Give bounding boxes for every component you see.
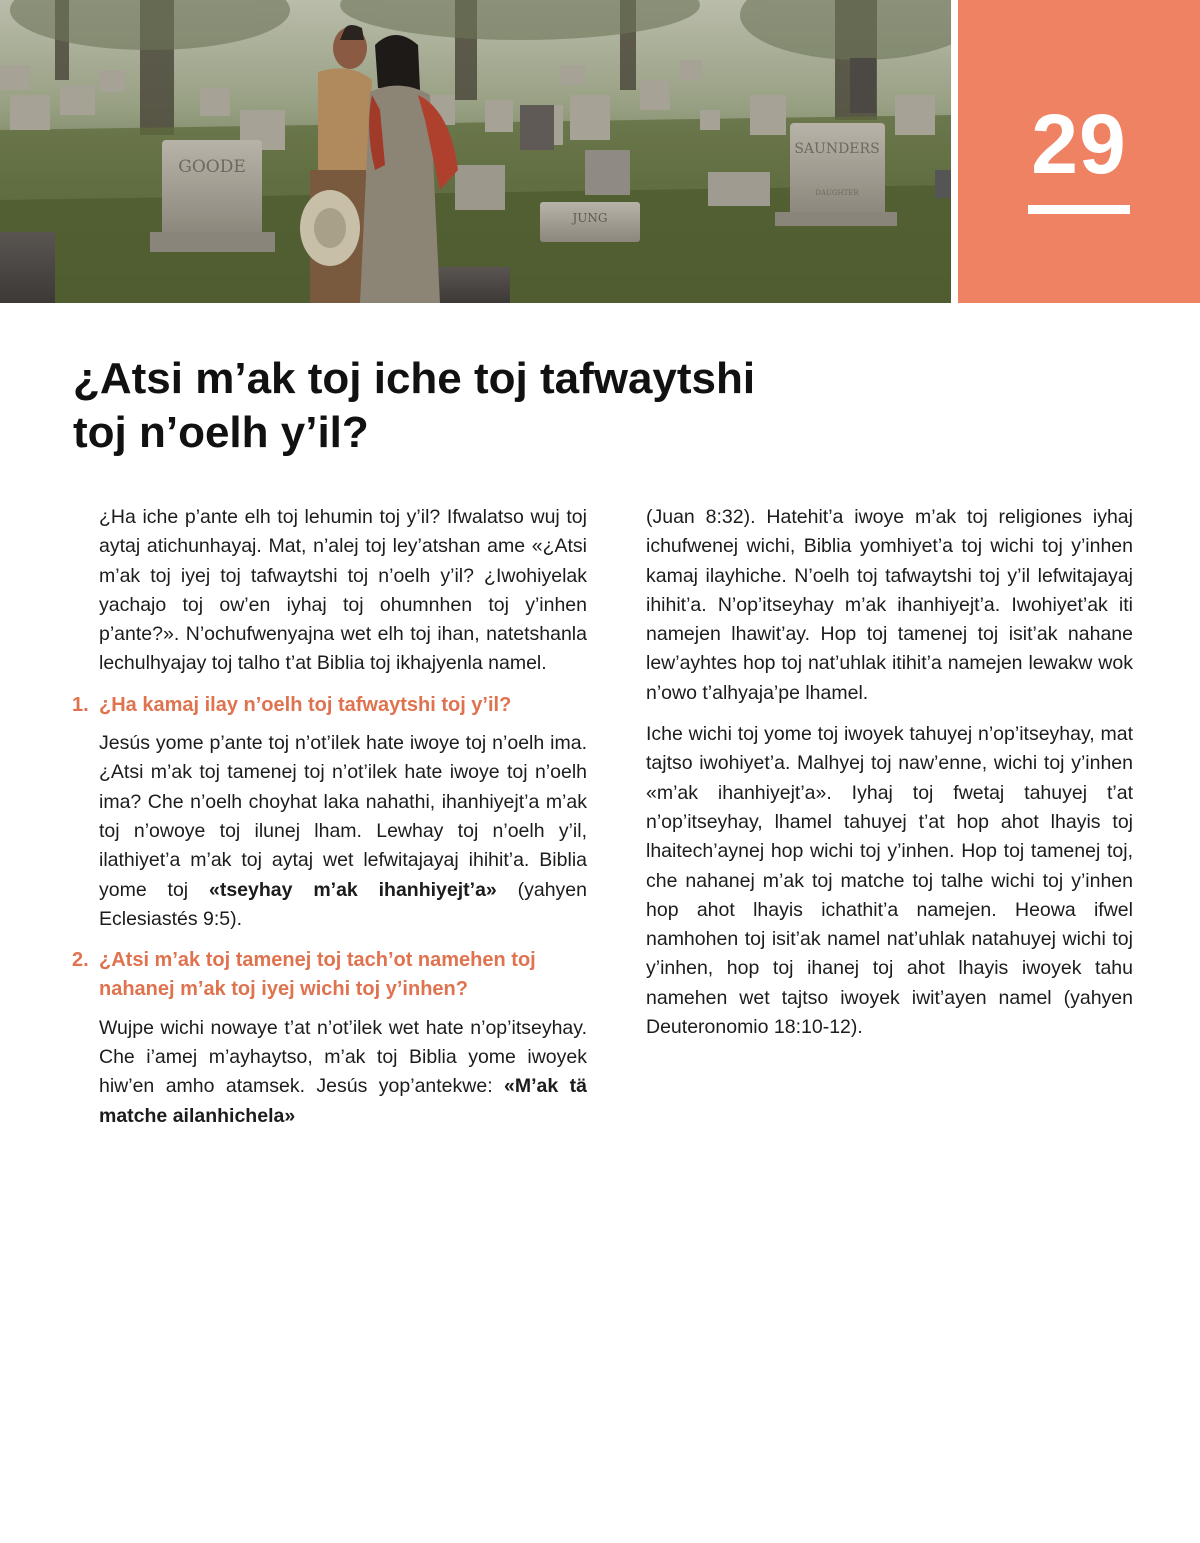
right-column (646, 503, 1133, 1054)
header-photo (0, 0, 951, 303)
answer-1-reference: (yahyen Eclesiastés 9:5). (99, 878, 587, 930)
question-1-text: ¿Ha kamaj ilay n’oelh toj tafwaytshi toj y’il? (99, 693, 512, 716)
page-title-line-2: toj n’oelh y’il? (73, 408, 369, 457)
svg-text:JUNG: JUNG (572, 211, 608, 225)
headstone-saunders (775, 123, 897, 226)
answer-1-quote: «tseyhay m’ak ihanhiyejt’a» (209, 878, 497, 901)
cemetery-couple-photo (0, 0, 951, 303)
left-column (72, 503, 587, 1143)
answer-1-text: Jesús yome p’ante toj n’ot’ilek hate iwoye toj n’oelh ima. ¿Atsi m’ak toj tamenej toj n’ot’ilek hate iwoye toj n’oelh ima? Che n’oelh choyhat laka nahathi, ihanhiyejt’a m’ak toj n’owoye toj ilunej lham. Lewhay toj n’oelh y’il, ilathiyet’a m’ak toj aytaj wet lefwitajayaj ihihit’a. Biblia yome toj (99, 732, 587, 901)
lesson-number-box (958, 0, 1200, 303)
svg-text:DAUGHTER: DAUGHTER (815, 189, 859, 197)
question-2 (72, 946, 587, 1005)
answer-1-paragraph (72, 729, 587, 934)
lesson-number: 29 (1031, 97, 1127, 191)
page-title-line-1: ¿Atsi m’ak toj iche toj tafwaytshi (73, 354, 756, 403)
lesson-number-underline (1028, 205, 1130, 214)
headstone-goode (150, 140, 275, 252)
svg-text:SAUNDERS: SAUNDERS (794, 141, 880, 157)
right-paragraph-1: (Juan 8:32). Hatehit’a iwoye m’ak toj religiones iyhaj ichufwenej wichi, Biblia yomhiyet’a toj wichi toj y’inhen kamaj ilayhiche. N’oelh toj tafwaytshi toj y’il lefwitajayaj ihihit’a. N’op’itseyhay m’ak ihanhiyejt’a. Iwohiyet’ak iti namejen lhawit’ay. Hop toj tamenej toj isit’ak nahane lew’ayhtes hop toj nat’uhlak itihit’a namejen lewakw wok n’owo t’alhyaja’pe lhamel. (646, 506, 1133, 704)
right-paragraph-2: Iche wichi toj yome toj iwoyek tahuyej n’op’itseyhay, mat tajtso iwohiyet’a. Malhyej toj naw’enne, wichi toj y’inhen «m’ak ihanhiyejt’a». Iyhaj toj fwetaj tahuyej t’at n’op’itseyhay, lhamel tahuyej t’at hop ahot lhayis toj lhaitech’aynej hop wichi toj y’inhen. Hop toj tamenej toj, che nahanej m’ak toj matche toj talhe wichi toj y’inhen hop ahot lhayis ichathit’a namejen. Heowa ifwel namhohen toj isit’ak namel nat’uhlak natahuyej wichi toj y’inhen, hop toj ihanej toj ahot lhayis iwoyek tahu namehen wet tajtso iwoyek iwit’ayen namel (yahyen Deuteronomio 18:10-12). (646, 723, 1133, 1039)
answer-2-text: Wujpe wichi nowaye t’at n’ot’ilek wet hate n’op’itseyhay. Che i’amej m’ayhaytso, m’ak toj Biblia yome iwoyek hiw’en amho atamsek. Jesús yop’antekwe: (99, 1016, 587, 1098)
headstone-jung (540, 202, 640, 242)
question-1 (72, 691, 587, 720)
page-title (73, 352, 1073, 460)
intro-paragraph: ¿Ha iche p’ante elh toj lehumin toj y’il? Ifwalatso wuj toj aytaj atichunhayaj. Mat, n’alej toj ley’atshan ame «¿Atsi m’ak toj iyej toj tafwaytshi toj n’oelh y’il? ¿Iwohiyelak yachajo toj ow’en iyhaj toj ohumnhen toj y’inhen p’ante?». N’ochufwenyajna wet elh toj ihan, natetshanla lechulhyajay toj talho t’at Biblia toj ikhajyenla namel. (99, 506, 587, 675)
answer-2-paragraph (72, 1014, 587, 1131)
svg-text:GOODE: GOODE (178, 157, 246, 177)
answer-2-quote: «M’ak tä matche ailanhichela» (99, 1075, 588, 1127)
question-2-number: 2. (72, 949, 89, 972)
question-1-number: 1. (72, 693, 89, 716)
question-2-text: ¿Atsi m’ak toj tamenej toj tach’ot namehen toj nahanej m’ak toj iyej wichi toj y’inhen? (99, 949, 536, 1001)
